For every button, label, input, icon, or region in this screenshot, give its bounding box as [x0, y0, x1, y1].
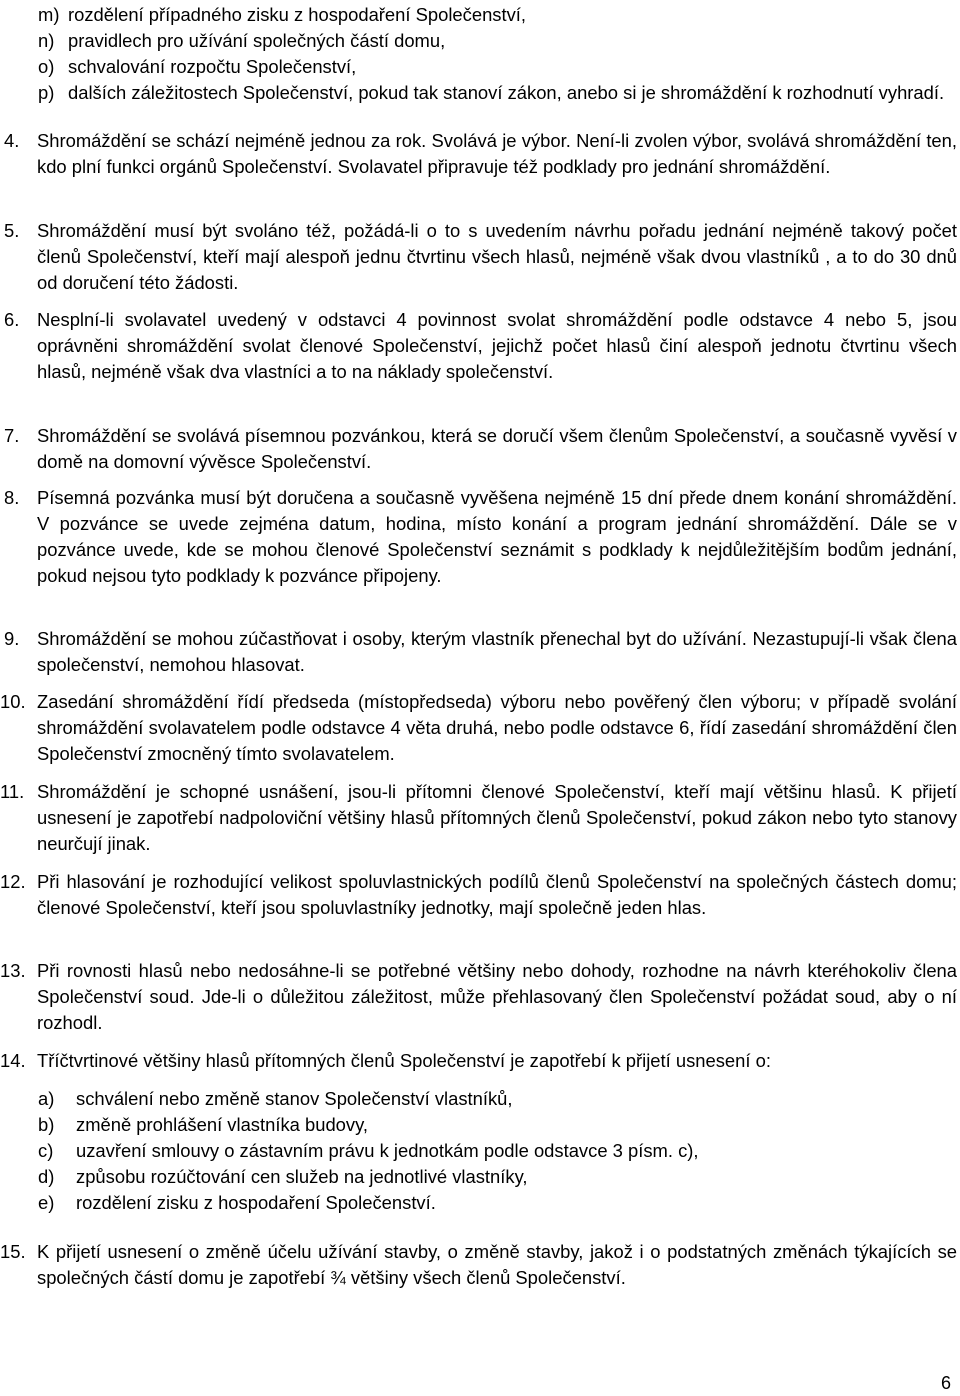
- paragraph-4: [0, 128, 957, 180]
- paragraph-text: Shromáždění musí být svoláno též, požádá-li o to s uvedením návrhu pořadu jednání nejméně takový počet členů Společenství, kteří mají alespoň jednu čtvrtinu všech hlasů, nejméně však dvou vlastníků , a to do 30 dnů od doručení této žádosti.: [37, 220, 957, 293]
- paragraph-7: [0, 423, 957, 475]
- list-item-label: d): [38, 1166, 55, 1187]
- paragraph-text: Při hlasování je rozhodující velikost spoluvlastnických podílů členů Společenství na společných částech domu; členové Společenství, kteří jsou spoluvlastníky jednotky, mají společně jeden hlas.: [37, 871, 957, 918]
- list-item-label: o): [38, 56, 55, 77]
- list-item: [38, 54, 918, 80]
- paragraph-number: 9.: [4, 628, 20, 649]
- paragraph-14: [0, 1048, 957, 1074]
- paragraph-text: Shromáždění se mohou zúčastňovat i osoby, kterým vlastník přenechal byt do užívání. Nezastupují-li však člena společenství, nemohou hlasovat.: [37, 628, 957, 675]
- list-item-text: změně prohlášení vlastníka budovy,: [76, 1114, 369, 1135]
- paragraph-12: [0, 869, 957, 921]
- page-number: 6: [941, 1373, 952, 1393]
- list-item: [38, 1164, 918, 1190]
- paragraph-text: Shromáždění je schopné usnášení, jsou-li přítomni členové Společenství, kteří mají většinu hlasů. K přijetí usnesení je zapotřebí nadpoloviční většiny hlasů přítomných členů Společenství, pokud zákon nebo tyto stanovy neurčují jinak.: [37, 781, 957, 854]
- paragraph-text: Písemná pozvánka musí být doručena a současně vyvěšena nejméně 15 dní přede dnem konání shromáždění. V pozvánce se uvede zejména datum, hodina, místo konání a program jednání shromáždění. Dále se v pozvánce uvede, kde se mohou členové Společenství seznámit s podklady k nejdůležitějším bodům jednání, pokud nejsou tyto podklady k pozvánce připojeny.: [37, 487, 957, 586]
- paragraph-text: K přijetí usnesení o změně účelu užívání stavby, o změně stavby, jakož i o podstatných změnách týkajících se společných částí domu je zapotřebí ¾ většiny všech členů Společenství.: [37, 1241, 957, 1288]
- paragraph-9: [0, 626, 957, 678]
- list-item: [38, 28, 918, 54]
- paragraph-5: [0, 218, 957, 296]
- list-item: [38, 80, 958, 106]
- list-item-text: rozdělení případného zisku z hospodaření Společenství,: [68, 4, 527, 25]
- paragraph-number: 12.: [0, 871, 26, 892]
- list-item-text: uzavření smlouvy o zástavním právu k jednotkám podle odstavce 3 písm. c),: [76, 1140, 699, 1161]
- paragraph-6: [0, 307, 957, 385]
- list-item: [38, 1086, 918, 1112]
- list-item-text: schvalování rozpočtu Společenství,: [68, 56, 357, 77]
- paragraph-13: [0, 958, 957, 1036]
- paragraph-number: 15.: [0, 1241, 26, 1262]
- list-item-label: e): [38, 1192, 55, 1213]
- paragraph-number: 10.: [0, 691, 26, 712]
- paragraph-number: 11.: [0, 781, 25, 802]
- list-item-text: dalších záležitostech Společenství, pokud tak stanoví zákon, anebo si je shromáždění k rozhodnutí vyhradí.: [68, 82, 945, 103]
- paragraph-text: Tříčtvrtinové většiny hlasů přítomných členů Společenství je zapotřebí k přijetí usnesení o:: [37, 1050, 771, 1071]
- paragraph-number: 6.: [4, 309, 20, 330]
- paragraph-text: Shromáždění se svolává písemnou pozvánkou, která se doručí všem členům Společenství, a současně vyvěsí v domě na domovní vývěsce Společenství.: [37, 425, 957, 472]
- list-item: [38, 1190, 918, 1216]
- list-item: [38, 1138, 918, 1164]
- list-item-text: způsobu rozúčtování cen služeb na jednotlivé vlastníky,: [76, 1166, 528, 1187]
- list-item-text: rozdělení zisku z hospodaření Společenství.: [76, 1192, 436, 1213]
- list-item-label: a): [38, 1088, 55, 1109]
- paragraph-number: 5.: [4, 220, 20, 241]
- list-item-label: m): [38, 4, 60, 25]
- list-item: [38, 1112, 918, 1138]
- list-item-text: pravidlech pro užívání společných částí domu,: [68, 30, 446, 51]
- paragraph-number: 13.: [0, 960, 26, 981]
- paragraph-number: 8.: [4, 487, 20, 508]
- paragraph-number: 14.: [0, 1050, 26, 1071]
- paragraph-text: Shromáždění se schází nejméně jednou za rok. Svolává je výbor. Není-li zvolen výbor, svolává shromáždění ten, kdo plní funkci orgánů Společenství. Svolavatel připravuje též podklady pro jednání shromáždění.: [37, 130, 957, 177]
- list-item: [38, 2, 918, 28]
- paragraph-8: [0, 485, 957, 589]
- paragraph-text: Zasedání shromáždění řídí předseda (místopředseda) výboru nebo pověřený člen výboru; v případě svolání shromáždění svolavatelem podle odstavce 4 věta druhá, nebo podle odstavce 6, řídí zasedání shromáždění člen Společenství zmocněný tímto svolavatelem.: [37, 691, 957, 764]
- list-item-label: b): [38, 1114, 55, 1135]
- list-item-label: p): [38, 82, 55, 103]
- list-item-label: n): [38, 30, 55, 51]
- paragraph-number: 7.: [4, 425, 20, 446]
- paragraph-10: [0, 689, 957, 767]
- paragraph-text: Nesplní-li svolavatel uvedený v odstavci 4 povinnost svolat shromáždění podle odstavce 4 nebo 5, jsou oprávněni shromáždění svolat členové Společenství, jejichž počet hlasů činí alespoň jednotu čtvrtinu všech hlasů, nejméně však dva vlastníci a to na náklady společenství.: [37, 309, 957, 382]
- paragraph-15: [0, 1239, 957, 1291]
- paragraph-number: 4.: [4, 130, 20, 151]
- paragraph-11: [0, 779, 957, 857]
- list-item-label: c): [38, 1140, 54, 1161]
- paragraph-text: Při rovnosti hlasů nebo nedosáhne-li se potřebné většiny nebo dohody, rozhodne na návrh kteréhokoliv člena Společenství soud. Jde-li o důležitou záležitost, může přehlasovaný člen Společenství požádat soud, aby o ní rozhodl.: [37, 960, 957, 1033]
- list-item-text: schválení nebo změně stanov Společenství vlastníků,: [76, 1088, 513, 1109]
